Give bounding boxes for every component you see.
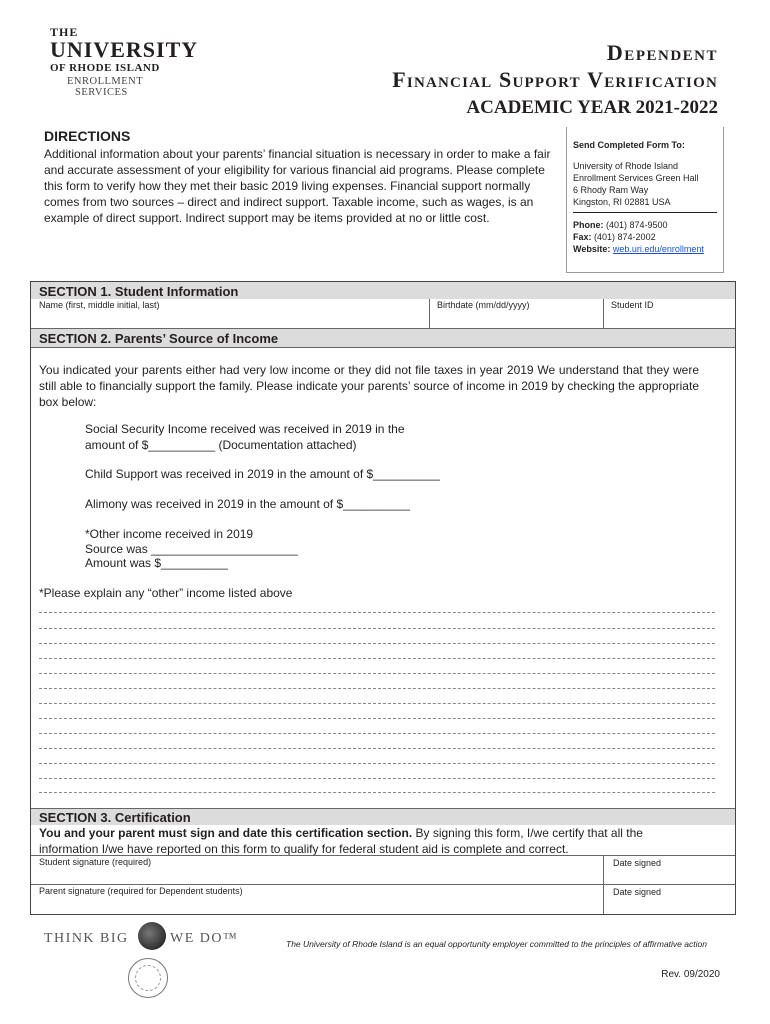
student-id-field-label: Student ID: [611, 300, 654, 310]
fax-value: (401) 874-2002: [594, 232, 656, 242]
divider-v2: [603, 299, 604, 328]
explain-other-label: *Please explain any “other” income listed above: [39, 586, 293, 600]
logo-enrollment: ENROLLMENT: [67, 76, 144, 87]
send-address-line2: Enrollment Services Green Hall: [573, 173, 699, 183]
explain-line[interactable]: [39, 628, 715, 629]
parent-date-field[interactable]: [611, 899, 729, 911]
form-title: [392, 40, 718, 122]
explain-line[interactable]: [39, 718, 715, 719]
title-academic-year: ACADEMIC YEAR 2021-2022: [466, 97, 718, 118]
think-big-text: THINK BIG: [44, 931, 129, 946]
name-field[interactable]: [39, 312, 423, 326]
form-frame: [30, 281, 736, 915]
certification-text: [39, 825, 729, 841]
sig-middle-rule: [31, 884, 735, 885]
explain-line[interactable]: [39, 733, 715, 734]
phone-value: (401) 874-9500: [606, 220, 668, 230]
logo-university: UNIVERSITY: [50, 37, 199, 62]
directions-heading: DIRECTIONS: [44, 128, 131, 144]
other-income-line1: *Other income received in 2019: [85, 527, 254, 541]
certification-rest: By signing this form, I/we certify that all the: [412, 826, 643, 840]
social-security-line1: Social Security Income received was received in 2019 in the: [85, 422, 405, 436]
directions-text: Additional information about your parents’ financial situation is necessary in order to make a fair and accurate assessment of your eligibility for various financial aid programs. Please complete this form to verify how they met their basic 2019 living expenses. Financial support normally comes from two sources – direct and indirect support. Taxable income, such as wages, is an example of direct support. Indirect support may be items provided at no or little cost.: [44, 147, 551, 225]
student-id-field[interactable]: [609, 312, 729, 326]
parent-signature-field[interactable]: [39, 899, 595, 911]
fax-label: Fax:: [573, 232, 592, 242]
send-heading: Send Completed Form To:: [573, 140, 685, 150]
explain-line[interactable]: [39, 792, 715, 793]
send-fax: [573, 231, 717, 243]
title-line2: Financial Support Verification: [392, 67, 718, 92]
explain-line[interactable]: [39, 703, 715, 704]
section2-heading-rule: [31, 347, 735, 348]
child-support-line: Child Support was received in 2019 in the amount of $__________: [85, 467, 440, 481]
section1-heading: SECTION 1. Student Information: [31, 282, 735, 299]
alimony-line: Alimony was received in 2019 in the amount of $__________: [85, 497, 410, 511]
revision-date: Rev. 09/2020: [661, 969, 720, 980]
we-do-text: WE DO™: [170, 931, 239, 946]
explain-line[interactable]: [39, 643, 715, 644]
send-divider: [573, 212, 717, 213]
section3-heading: SECTION 3. Certification: [31, 809, 735, 825]
logo-the: THE: [50, 25, 79, 39]
logo-of-rhode-island: OF RHODE ISLAND: [50, 62, 160, 74]
explain-line[interactable]: [39, 658, 715, 659]
student-date-label: Date signed: [613, 858, 662, 868]
explain-line[interactable]: [39, 778, 715, 779]
section2-heading: SECTION 2. Parents’ Source of Income: [31, 329, 735, 347]
explain-line[interactable]: [39, 763, 715, 764]
explain-line[interactable]: [39, 673, 715, 674]
other-income-source: Source was ______________________: [85, 542, 298, 556]
explain-line[interactable]: [39, 688, 715, 689]
website-label: Website:: [573, 244, 611, 254]
birthdate-field-label: Birthdate (mm/dd/yyyy): [437, 300, 530, 310]
divider-v1: [429, 299, 430, 328]
explain-line[interactable]: [39, 612, 715, 613]
other-income-amount: Amount was $__________: [85, 556, 228, 570]
globe-icon: [138, 922, 166, 950]
parent-signature-label: Parent signature (required for Dependent students): [39, 886, 243, 896]
website-link[interactable]: web.uri.edu/enrollment: [612, 244, 704, 254]
certification-line2: information I/we have reported on this form to qualify for federal student aid is complete and correct.: [39, 842, 569, 856]
explain-line[interactable]: [39, 748, 715, 749]
student-signature-label: Student signature (required): [39, 857, 152, 867]
send-phone: [573, 219, 717, 231]
university-seal-icon: [128, 958, 168, 998]
section2-intro: You indicated your parents either had very low income or they did not file taxes in year 2019 We understand that they were still able to financially support the family. Please indicate your parents’ source of income in 2019 by checking the appropriate box below:: [39, 363, 699, 409]
send-address-line3: 6 Rhody Ram Way: [573, 185, 649, 195]
name-field-label: Name (first, middle initial, last): [39, 300, 160, 310]
send-address-line1: University of Rhode Island: [573, 161, 679, 171]
student-signature-field[interactable]: [39, 870, 595, 882]
birthdate-field[interactable]: [435, 312, 597, 326]
social-security-line2: amount of $__________ (Documentation attached): [85, 438, 357, 452]
uri-logo: [50, 26, 200, 98]
certification-bold: You and your parent must sign and date this certification section.: [39, 826, 413, 840]
logo-services: SERVICES: [75, 87, 128, 98]
send-address-line4: Kingston, RI 02881 USA: [573, 197, 671, 207]
phone-label: Phone:: [573, 220, 604, 230]
send-completed-form-box: [566, 127, 724, 273]
student-date-field[interactable]: [611, 870, 729, 882]
parent-date-label: Date signed: [613, 887, 662, 897]
title-line1: Dependent: [606, 40, 718, 65]
sig-top-rule: [31, 855, 735, 856]
send-website: [573, 243, 717, 255]
equal-opportunity-statement: The University of Rhode Island is an equal opportunity employer committed to the principles of affirmative action: [286, 939, 707, 949]
